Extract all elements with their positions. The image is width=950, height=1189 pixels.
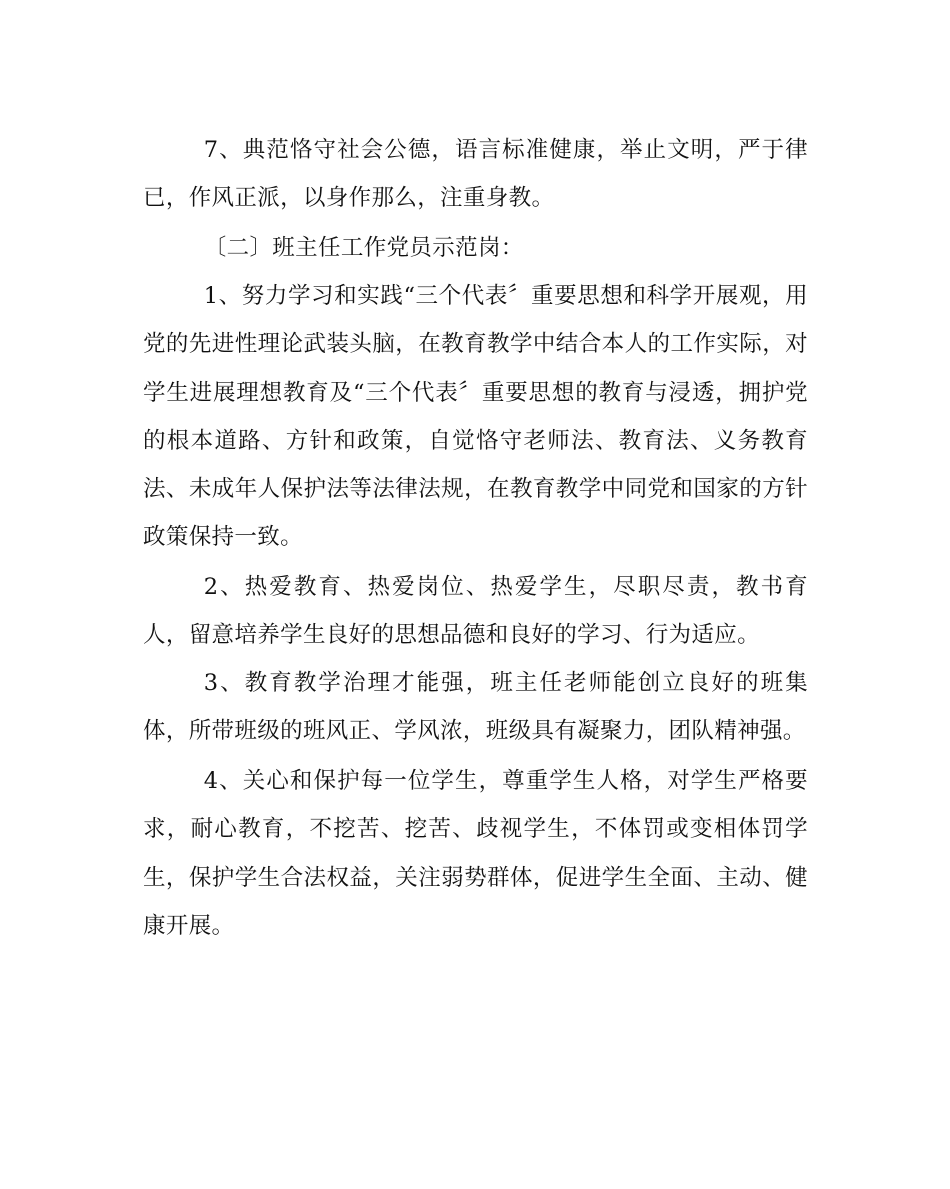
paragraph-text: 7、典范恪守社会公德，语言标准健康，举止文明，严于律已，作风正派，以身作那么，注重身教。 [143, 137, 808, 212]
paragraph-item-2 [143, 563, 808, 660]
section-heading [143, 224, 808, 272]
paragraph-item-7 [143, 126, 808, 223]
paragraph-text: 2、热爱教育、热爱岗位、热爱学生，尽职尽责，教书育人，留意培养学生良好的思想品德和良好的学习、行为适应。 [143, 574, 808, 649]
paragraph-text: 1、努力学习和实践“三个代表〞重要思想和科学开展观，用党的先进性理论武装头脑，在教育教学中结合本人的工作实际，对学生进展理想教育及“三个代表〞重要思想的教育与浸透，拥护党的根本道路、方针和政策，自觉恪守老师法、教育法、义务教育法、未成年人保护法等法律法规，在教育教学中同党和国家的方针政策保持一致。 [143, 283, 808, 551]
paragraph-item-4 [143, 757, 808, 950]
paragraph-item-3 [143, 659, 808, 756]
paragraph-text: 3、教育教学治理才能强，班主任老师能创立良好的班集体，所带班级的班风正、学风浓，班级具有凝聚力，团队精神强。 [143, 670, 808, 745]
paragraph-text: 4、关心和保护每一位学生，尊重学生人格，对学生严格要求，耐心教育，不挖苦、挖苦、歧视学生，不体罚或变相体罚学生，保护学生合法权益，关注弱势群体，促进学生全面、主动、健康开展。 [143, 768, 808, 939]
paragraph-item-1 [143, 272, 808, 562]
section-heading-text: 〔二〕班主任工作党员示范岗： [203, 235, 524, 261]
